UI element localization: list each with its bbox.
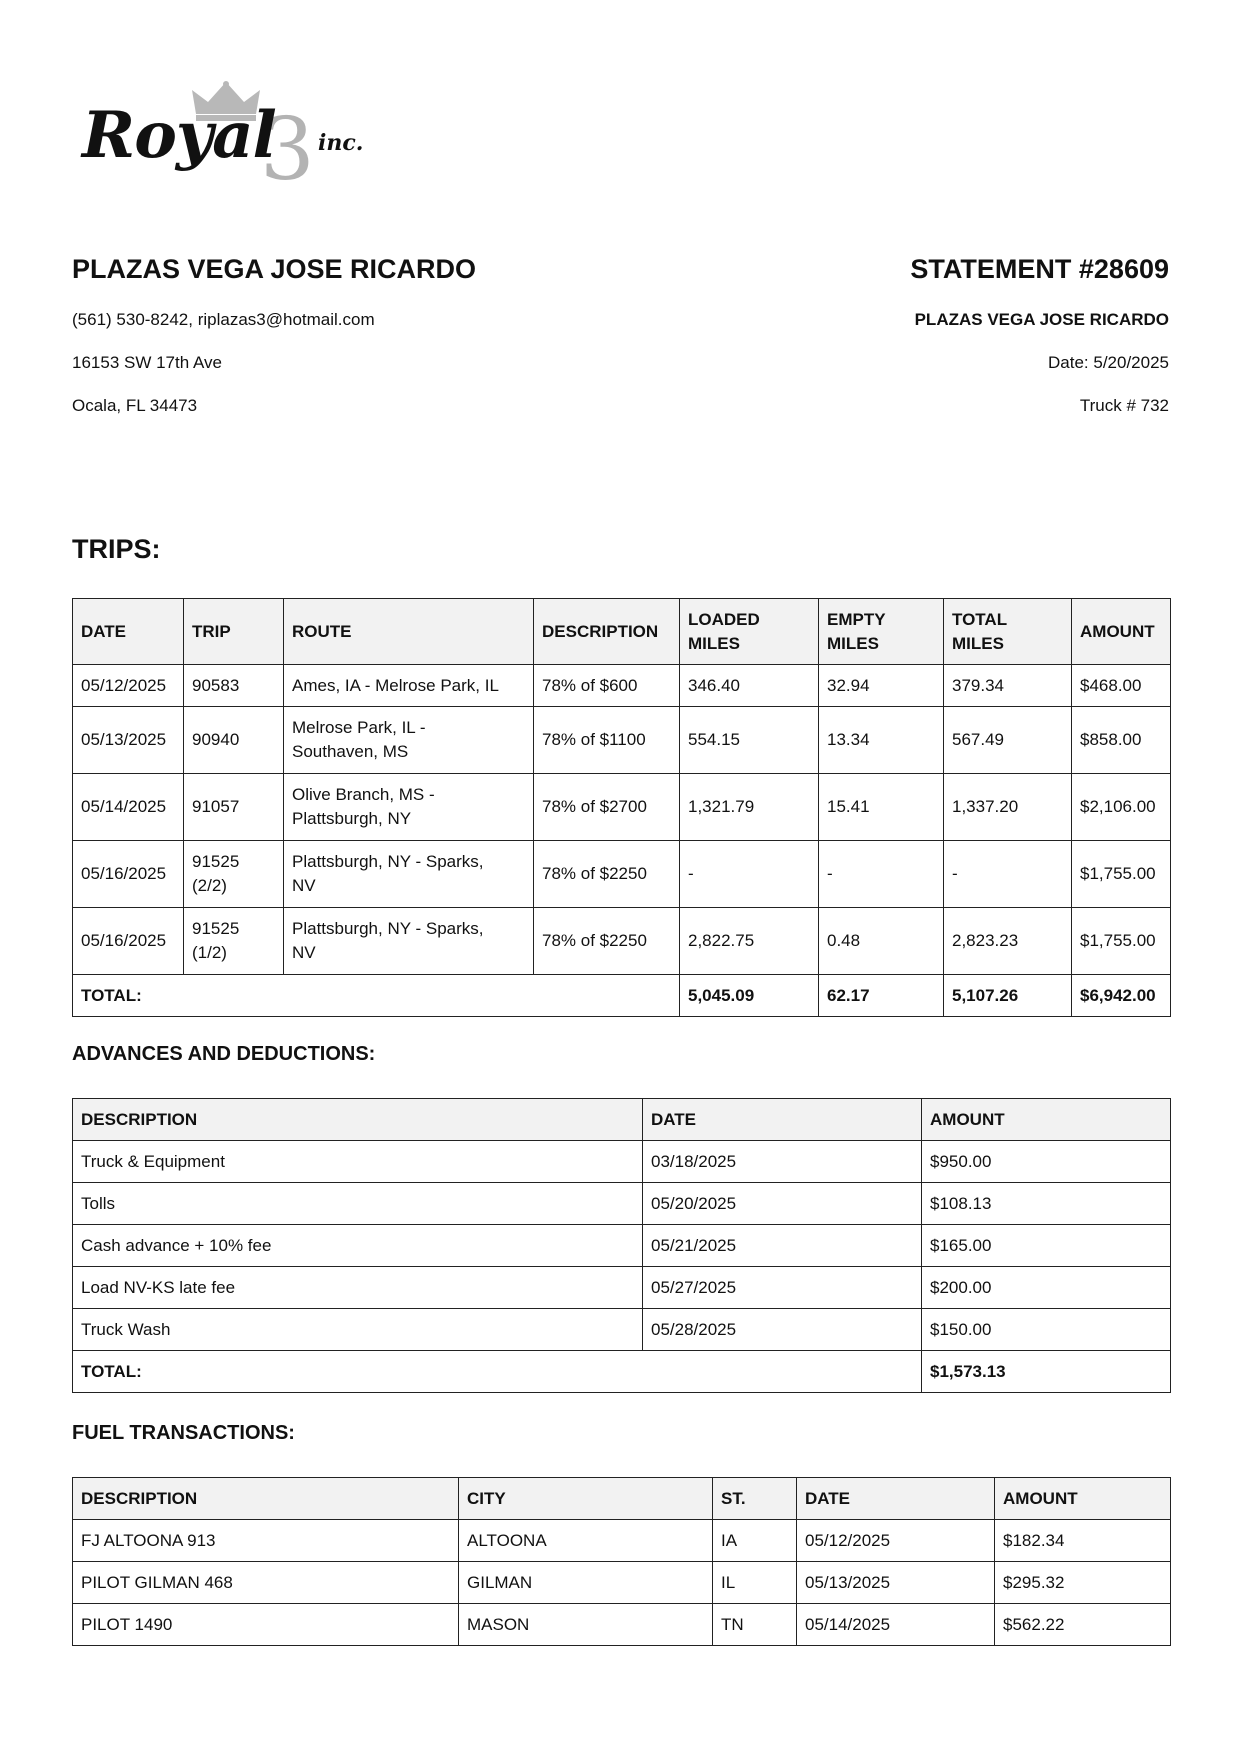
col-total-miles: TOTAL MILES (944, 599, 1072, 665)
statement-date: Date: 5/20/2025 (1048, 353, 1169, 372)
table-row: Truck & Equipment 03/18/2025 $950.00 (73, 1141, 1171, 1183)
trips-total-empty: 62.17 (819, 975, 944, 1017)
col-loaded-miles: LOADED MILES (680, 599, 819, 665)
col-description: DESCRIPTION (534, 599, 680, 665)
table-row: FJ ALTOONA 913 ALTOONA IA 05/12/2025 $182.34 (73, 1520, 1171, 1562)
table-row: 05/14/2025 91057 Olive Branch, MS - Plattsburgh, NY 78% of $2700 1,321.79 15.41 1,337.20 $2,106.00 (73, 774, 1171, 841)
trips-total-amount: $6,942.00 (1072, 975, 1171, 1017)
col-date: DATE (643, 1099, 922, 1141)
company-logo (78, 80, 388, 200)
trips-title: TRIPS: (72, 534, 161, 564)
deductions-total-row (73, 1351, 1171, 1393)
table-row: Load NV-KS late fee 05/27/2025 $200.00 (73, 1267, 1171, 1309)
table-row: 05/13/2025 90940 Melrose Park, IL - Southaven, MS 78% of $1100 554.15 13.34 567.49 $858.00 (73, 707, 1171, 774)
statement-name: PLAZAS VEGA JOSE RICARDO (914, 310, 1169, 329)
driver-address-line1: 16153 SW 17th Ave (72, 353, 222, 372)
col-empty-miles: EMPTY MILES (819, 599, 944, 665)
trips-total-loaded: 5,045.09 (680, 975, 819, 1017)
logo-brand: Royal (82, 98, 276, 173)
truck-number: Truck # 732 (1079, 396, 1169, 415)
table-row: Cash advance + 10% fee 05/21/2025 $165.00 (73, 1225, 1171, 1267)
table-row: PILOT 1490 MASON TN 05/14/2025 $562.22 (73, 1604, 1171, 1646)
deductions-total-label: TOTAL: (73, 1351, 922, 1393)
table-row: 05/16/2025 91525 (1/2) Plattsburgh, NY - Sparks, NV 78% of $2250 2,822.75 0.48 2,823.23 $1,755.00 (73, 908, 1171, 975)
logo-suffix: inc. (318, 130, 364, 156)
trips-table (72, 598, 1171, 1017)
deductions-table (72, 1098, 1171, 1393)
table-row: 05/16/2025 91525 (2/2) Plattsburgh, NY - Sparks, NV 78% of $2250 - - - $1,755.00 (73, 841, 1171, 908)
col-description: DESCRIPTION (73, 1099, 643, 1141)
trips-header-row (73, 599, 1171, 665)
table-row: Tolls 05/20/2025 $108.13 (73, 1183, 1171, 1225)
fuel-title: FUEL TRANSACTIONS: (72, 1422, 295, 1444)
col-date: DATE (73, 599, 184, 665)
col-amount: AMOUNT (1072, 599, 1171, 665)
table-row: Truck Wash 05/28/2025 $150.00 (73, 1309, 1171, 1351)
fuel-header-row (73, 1478, 1171, 1520)
col-state: ST. (713, 1478, 797, 1520)
driver-address-line2: Ocala, FL 34473 (72, 396, 198, 415)
statement-title: STATEMENT #28609 (910, 254, 1169, 284)
col-city: CITY (459, 1478, 713, 1520)
table-row: PILOT GILMAN 468 GILMAN IL 05/13/2025 $295.32 (73, 1562, 1171, 1604)
logo-numeral: 3 (260, 100, 315, 200)
trips-total-row (73, 975, 1171, 1017)
table-row: 05/12/2025 90583 Ames, IA - Melrose Park, IL 78% of $600 346.40 32.94 379.34 $468.00 (73, 665, 1171, 707)
col-date: DATE (797, 1478, 995, 1520)
col-description: DESCRIPTION (73, 1478, 459, 1520)
driver-name: PLAZAS VEGA JOSE RICARDO (72, 254, 477, 284)
fuel-table (72, 1477, 1171, 1646)
col-amount: AMOUNT (995, 1478, 1171, 1520)
col-route: ROUTE (284, 599, 534, 665)
col-trip: TRIP (184, 599, 284, 665)
driver-contact: (561) 530-8242, riplazas3@hotmail.com (72, 310, 375, 329)
deductions-header-row (73, 1099, 1171, 1141)
trips-total-label: TOTAL: (73, 975, 680, 1017)
deductions-total-amount: $1,573.13 (922, 1351, 1171, 1393)
col-amount: AMOUNT (922, 1099, 1171, 1141)
trips-total-miles: 5,107.26 (944, 975, 1072, 1017)
deductions-title: ADVANCES AND DEDUCTIONS: (72, 1043, 376, 1065)
